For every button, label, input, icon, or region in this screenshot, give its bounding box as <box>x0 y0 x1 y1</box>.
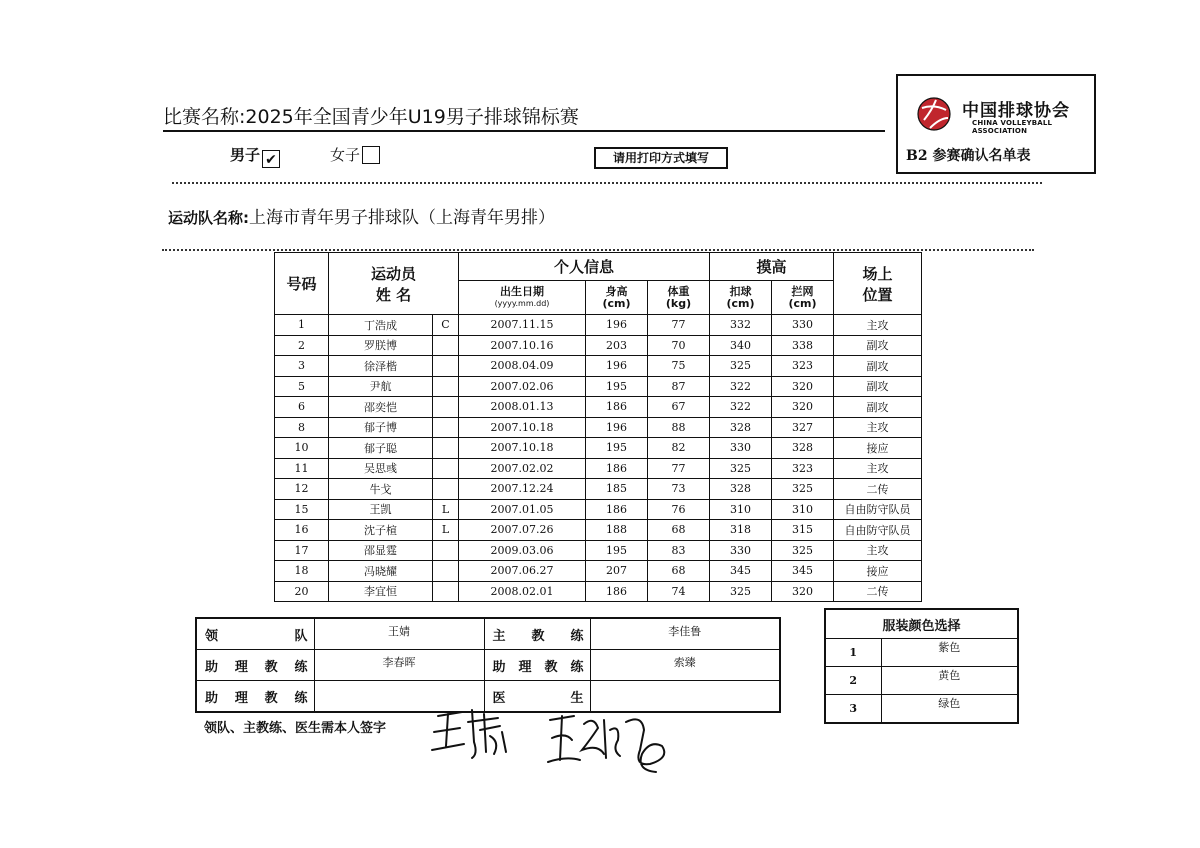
player-name: 冯晓耀 <box>329 561 433 582</box>
form-title: B2 参赛确认名单表 <box>906 148 1031 164</box>
player-height: 186 <box>586 458 648 479</box>
header-spike-label: 扣球 <box>729 284 752 298</box>
player-block-reach: 325 <box>772 479 834 500</box>
asst-coach2-label: 助理教练 <box>484 650 590 681</box>
player-position: 主攻 <box>834 540 922 561</box>
player-position: 主攻 <box>834 458 922 479</box>
player-flag <box>433 417 459 438</box>
logo-name-cn: 中国排球协会 <box>962 101 1070 121</box>
player-dob: 2007.10.18 <box>459 417 586 438</box>
color-index-2: 2 <box>825 667 881 695</box>
player-height: 186 <box>586 397 648 418</box>
player-height: 196 <box>586 356 648 377</box>
asst-coach-label: 助理教练 <box>196 650 314 681</box>
player-name: 沈子楦 <box>329 520 433 541</box>
player-number: 17 <box>275 540 329 561</box>
player-spike-reach: 322 <box>710 376 772 397</box>
player-flag <box>433 479 459 500</box>
player-name: 李宜恒 <box>329 581 433 602</box>
player-dob: 2008.01.13 <box>459 397 586 418</box>
player-number: 12 <box>275 479 329 500</box>
staff-table <box>195 617 781 713</box>
player-flag <box>433 376 459 397</box>
header-position-line2: 位置 <box>862 285 893 304</box>
player-flag: L <box>433 520 459 541</box>
player-weight: 76 <box>648 499 710 520</box>
female-label: 女子 <box>330 146 361 164</box>
table-row <box>275 315 922 336</box>
title-underline <box>163 130 885 132</box>
player-position: 副攻 <box>834 397 922 418</box>
player-weight: 75 <box>648 356 710 377</box>
header-dob-format: (yyyy.mm.dd) <box>494 298 550 308</box>
player-position: 自由防守队员 <box>834 520 922 541</box>
player-dob: 2007.02.02 <box>459 458 586 479</box>
header-position-line1: 场上 <box>862 264 893 283</box>
table-row <box>275 499 922 520</box>
player-weight: 68 <box>648 520 710 541</box>
player-name: 尹航 <box>329 376 433 397</box>
player-flag <box>433 335 459 356</box>
head-coach-label: 主教练 <box>484 618 590 650</box>
player-position: 主攻 <box>834 417 922 438</box>
player-spike-reach: 325 <box>710 356 772 377</box>
player-flag <box>433 581 459 602</box>
header-athlete-line2: 姓 名 <box>375 285 412 304</box>
player-name: 邵奕恺 <box>329 397 433 418</box>
logo-box <box>896 74 1096 174</box>
header-spike <box>710 281 772 315</box>
dotted-divider <box>172 182 1042 184</box>
print-note: 请用打印方式填写 <box>594 147 728 169</box>
player-block-reach: 325 <box>772 540 834 561</box>
player-block-reach: 328 <box>772 438 834 459</box>
player-flag <box>433 561 459 582</box>
player-height: 203 <box>586 335 648 356</box>
player-block-reach: 310 <box>772 499 834 520</box>
player-flag <box>433 540 459 561</box>
asst-coach-name: 李春晖 <box>314 650 484 681</box>
logo-name-en: CHINA VOLLEYBALL ASSOCIATION <box>972 119 1053 135</box>
header-weight-unit: (kg) <box>665 296 692 310</box>
team-name-row <box>168 203 555 228</box>
player-block-reach: 323 <box>772 458 834 479</box>
head-coach-signature <box>544 710 680 778</box>
team-label: 运动队名称: <box>168 209 249 227</box>
player-number: 18 <box>275 561 329 582</box>
female-option <box>330 144 380 165</box>
header-position <box>834 253 922 315</box>
player-weight: 77 <box>648 458 710 479</box>
player-weight: 83 <box>648 540 710 561</box>
header-block-unit: (cm) <box>788 296 817 310</box>
player-name: 丁浩成 <box>329 315 433 336</box>
player-weight: 82 <box>648 438 710 459</box>
table-row <box>275 458 922 479</box>
asst-coach2-label-row3: 助理教练 <box>196 681 314 713</box>
player-position: 副攻 <box>834 335 922 356</box>
player-weight: 68 <box>648 561 710 582</box>
player-dob: 2007.01.05 <box>459 499 586 520</box>
table-row <box>275 335 922 356</box>
player-weight: 73 <box>648 479 710 500</box>
table-row <box>275 479 922 500</box>
player-number: 6 <box>275 397 329 418</box>
player-height: 186 <box>586 581 648 602</box>
player-number: 8 <box>275 417 329 438</box>
player-position: 自由防守队员 <box>834 499 922 520</box>
player-number: 1 <box>275 315 329 336</box>
player-name: 徐泽楷 <box>329 356 433 377</box>
player-position: 副攻 <box>834 356 922 377</box>
player-block-reach: 315 <box>772 520 834 541</box>
player-weight: 70 <box>648 335 710 356</box>
player-block-reach: 323 <box>772 356 834 377</box>
player-position: 二传 <box>834 479 922 500</box>
table-row <box>275 438 922 459</box>
player-spike-reach: 310 <box>710 499 772 520</box>
header-height-unit: (cm) <box>602 296 631 310</box>
header-weight <box>648 281 710 315</box>
volleyball-emblem-icon <box>916 96 952 132</box>
uniform-color-table <box>824 608 1019 724</box>
male-option <box>230 144 280 168</box>
male-checkbox[interactable]: ✔ <box>262 150 280 168</box>
header-height-label: 身高 <box>605 284 628 298</box>
roster-body <box>275 315 922 602</box>
asst-coach3-name: 索臻 <box>590 650 780 681</box>
player-block-reach: 320 <box>772 581 834 602</box>
player-height: 188 <box>586 520 648 541</box>
player-dob: 2007.11.15 <box>459 315 586 336</box>
header-dob <box>459 281 586 315</box>
player-block-reach: 330 <box>772 315 834 336</box>
player-spike-reach: 322 <box>710 397 772 418</box>
player-name: 郁子博 <box>329 417 433 438</box>
doctor-name <box>590 681 780 713</box>
player-name: 邵显霆 <box>329 540 433 561</box>
player-name: 郁子聪 <box>329 438 433 459</box>
player-spike-reach: 332 <box>710 315 772 336</box>
competition-name: 2025年全国青少年U19男子排球锦标赛 <box>245 106 579 128</box>
player-height: 195 <box>586 376 648 397</box>
player-flag: L <box>433 499 459 520</box>
player-spike-reach: 330 <box>710 438 772 459</box>
player-spike-reach: 345 <box>710 561 772 582</box>
dotted-divider <box>162 249 1034 251</box>
player-height: 207 <box>586 561 648 582</box>
player-flag <box>433 397 459 418</box>
player-weight: 77 <box>648 315 710 336</box>
header-height <box>586 281 648 315</box>
player-block-reach: 320 <box>772 397 834 418</box>
player-block-reach: 327 <box>772 417 834 438</box>
doctor-label: 医生 <box>484 681 590 713</box>
leader-label: 领队 <box>196 618 314 650</box>
player-height: 196 <box>586 417 648 438</box>
player-height: 195 <box>586 438 648 459</box>
color-index-1: 1 <box>825 639 881 667</box>
player-position: 副攻 <box>834 376 922 397</box>
male-label: 男子 <box>230 146 261 164</box>
competition-label: 比赛名称: <box>163 106 246 128</box>
player-name: 吴思彧 <box>329 458 433 479</box>
player-name: 罗朕博 <box>329 335 433 356</box>
color-index-3: 3 <box>825 695 881 724</box>
player-spike-reach: 325 <box>710 458 772 479</box>
player-number: 20 <box>275 581 329 602</box>
player-height: 185 <box>586 479 648 500</box>
team-name: 上海市青年男子排球队（上海青年男排） <box>249 208 555 228</box>
leader-signature <box>428 702 524 764</box>
player-name: 王凯 <box>329 499 433 520</box>
player-spike-reach: 340 <box>710 335 772 356</box>
player-dob: 2007.10.18 <box>459 438 586 459</box>
leader-name: 王婧 <box>314 618 484 650</box>
table-row <box>275 376 922 397</box>
player-height: 186 <box>586 499 648 520</box>
color-value-3: 绿色 <box>881 695 1018 724</box>
player-spike-reach: 330 <box>710 540 772 561</box>
player-dob: 2008.02.01 <box>459 581 586 602</box>
player-dob: 2009.03.06 <box>459 540 586 561</box>
player-spike-reach: 325 <box>710 581 772 602</box>
player-number: 15 <box>275 499 329 520</box>
player-block-reach: 320 <box>772 376 834 397</box>
header-number: 号码 <box>275 253 329 315</box>
player-flag: C <box>433 315 459 336</box>
player-number: 11 <box>275 458 329 479</box>
header-block-label: 拦网 <box>791 284 814 298</box>
player-dob: 2007.02.06 <box>459 376 586 397</box>
player-number: 3 <box>275 356 329 377</box>
player-weight: 88 <box>648 417 710 438</box>
header-block <box>772 281 834 315</box>
player-block-reach: 338 <box>772 335 834 356</box>
player-number: 10 <box>275 438 329 459</box>
table-row <box>275 540 922 561</box>
player-position: 接应 <box>834 561 922 582</box>
player-flag <box>433 356 459 377</box>
table-row <box>275 417 922 438</box>
roster-table <box>274 252 922 602</box>
player-dob: 2007.10.16 <box>459 335 586 356</box>
header-athlete <box>329 253 459 315</box>
player-flag <box>433 458 459 479</box>
player-spike-reach: 318 <box>710 520 772 541</box>
color-value-2: 黄色 <box>881 667 1018 695</box>
head-coach-name: 李佳鲁 <box>590 618 780 650</box>
player-number: 5 <box>275 376 329 397</box>
player-weight: 67 <box>648 397 710 418</box>
player-dob: 2008.04.09 <box>459 356 586 377</box>
header-spike-unit: (cm) <box>726 296 755 310</box>
header-dob-label: 出生日期 <box>500 284 544 298</box>
player-number: 16 <box>275 520 329 541</box>
header-reach: 摸高 <box>710 253 834 281</box>
player-dob: 2007.06.27 <box>459 561 586 582</box>
table-row <box>275 561 922 582</box>
signature-note: 领队、主教练、医生需本人签字 <box>204 721 387 736</box>
table-row <box>275 520 922 541</box>
player-weight: 74 <box>648 581 710 602</box>
player-dob: 2007.12.24 <box>459 479 586 500</box>
player-position: 主攻 <box>834 315 922 336</box>
table-row <box>275 397 922 418</box>
female-checkbox[interactable] <box>362 146 380 164</box>
player-spike-reach: 328 <box>710 479 772 500</box>
header-weight-label: 体重 <box>667 284 690 298</box>
header-athlete-line1: 运动员 <box>370 264 416 283</box>
table-row <box>275 356 922 377</box>
player-name: 牛戈 <box>329 479 433 500</box>
header-personal-info: 个人信息 <box>459 253 710 281</box>
player-number: 2 <box>275 335 329 356</box>
color-value-1: 紫色 <box>881 639 1018 667</box>
competition-title <box>163 102 579 129</box>
player-weight: 87 <box>648 376 710 397</box>
player-height: 195 <box>586 540 648 561</box>
player-position: 接应 <box>834 438 922 459</box>
player-position: 二传 <box>834 581 922 602</box>
player-spike-reach: 328 <box>710 417 772 438</box>
player-flag <box>433 438 459 459</box>
player-height: 196 <box>586 315 648 336</box>
table-row <box>275 581 922 602</box>
uniform-color-title: 服装颜色选择 <box>825 609 1018 639</box>
player-block-reach: 345 <box>772 561 834 582</box>
player-dob: 2007.07.26 <box>459 520 586 541</box>
